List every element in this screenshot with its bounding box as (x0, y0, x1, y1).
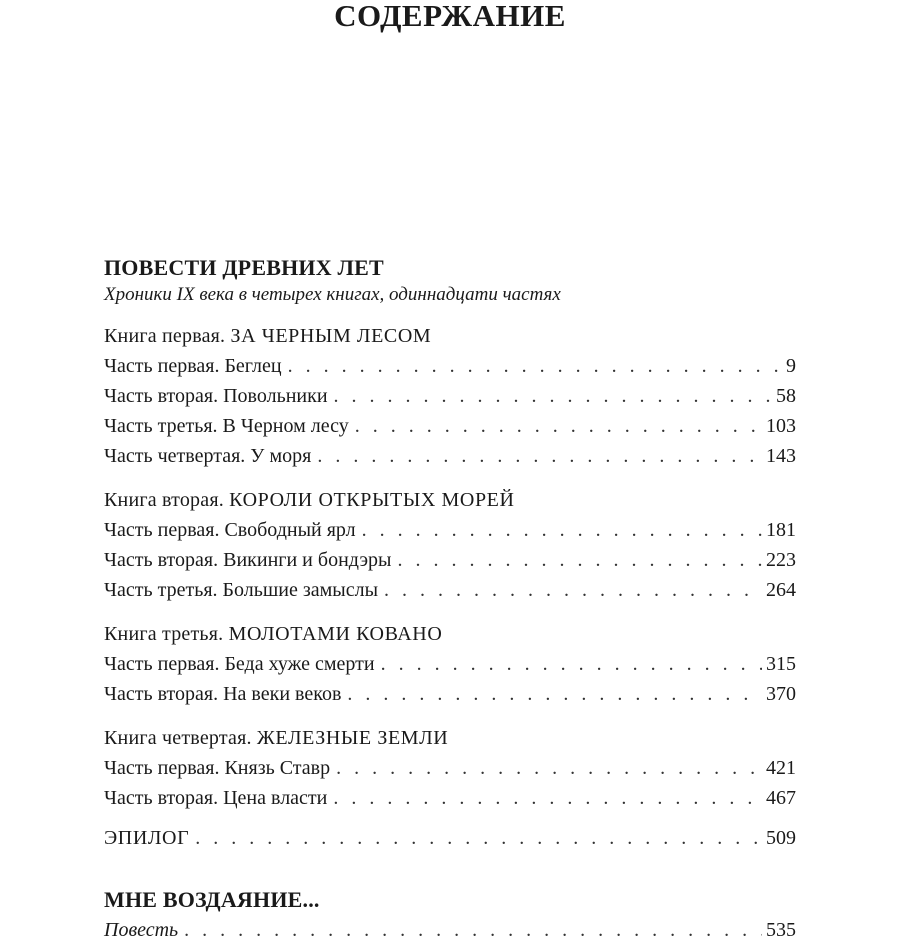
work-block-2 (104, 885, 796, 945)
page-number: 421 (766, 757, 796, 779)
page-title: СОДЕРЖАНИЕ (334, 0, 566, 33)
book-prefix: Книга четвертая. (104, 727, 252, 749)
page-number: 370 (766, 683, 796, 705)
book-block-2 (104, 485, 796, 605)
book-name: КОРОЛИ ОТКРЫТЫХ МОРЕЙ (229, 489, 515, 511)
book-block-1 (104, 321, 796, 471)
dot-leader (334, 381, 772, 411)
book-name: ЖЕЛЕЗНЫЕ ЗЕМЛИ (256, 727, 449, 749)
book-heading (104, 723, 796, 753)
page-number: 223 (766, 549, 796, 571)
book-name: МОЛОТАМИ КОВАНО (228, 623, 443, 645)
book-block-4 (104, 723, 796, 813)
toc-entry[interactable] (104, 411, 796, 441)
dot-leader (397, 545, 762, 575)
toc-entry[interactable] (104, 679, 796, 709)
entry-label: Часть третья. Большие замыслы (104, 579, 379, 601)
dot-leader (381, 649, 762, 679)
page-number: 9 (786, 355, 796, 377)
toc-entry[interactable] (104, 441, 796, 471)
entry-label: Часть первая. Беда хуже смерти (104, 653, 375, 675)
page-number: 143 (766, 445, 796, 467)
dot-leader (288, 351, 782, 381)
toc-entry[interactable] (104, 753, 796, 783)
dot-leader (362, 515, 762, 545)
toc-entry[interactable] (104, 575, 796, 605)
dot-leader (355, 411, 762, 441)
entry-label: Часть вторая. Цена власти (104, 787, 328, 809)
toc-content (104, 254, 796, 945)
page-number: 58 (776, 385, 796, 407)
dot-leader (317, 441, 762, 471)
work-subtitle: Хроники IX века в четырех книгах, одиннадцати частях (104, 284, 561, 305)
page-number: 467 (766, 787, 796, 809)
dot-leader (333, 783, 762, 813)
toc-entry[interactable] (104, 381, 796, 411)
entry-label: Часть первая. Беглец (104, 355, 282, 377)
dot-leader (184, 915, 762, 945)
entry-label: Часть вторая. Повольники (104, 385, 328, 407)
entry-label: Часть первая. Князь Ставр (104, 757, 331, 779)
page-number: 535 (766, 919, 796, 941)
dot-leader (347, 679, 762, 709)
book-prefix: Книга вторая. (104, 489, 224, 511)
entry-label: Часть вторая. На веки веков (104, 683, 342, 705)
page-number: 264 (766, 579, 796, 601)
work-block-1 (104, 254, 796, 853)
work-title: МНЕ ВОЗДАЯНИЕ... (104, 887, 320, 912)
book-heading (104, 619, 796, 649)
book-prefix: Книга первая. (104, 325, 226, 347)
toc-entry[interactable] (104, 351, 796, 381)
work-title: ПОВЕСТИ ДРЕВНИХ ЛЕТ (104, 255, 384, 280)
toc-entry-epilogue[interactable] (104, 823, 796, 853)
entry-label: Часть третья. В Черном лесу (104, 415, 349, 437)
entry-label: Часть вторая. Викинги и бондэры (104, 549, 392, 571)
entry-label: Повесть (104, 919, 179, 941)
toc-entry[interactable] (104, 515, 796, 545)
book-heading (104, 485, 796, 515)
toc-entry[interactable] (104, 649, 796, 679)
toc-entry[interactable] (104, 545, 796, 575)
entry-label: ЭПИЛОГ (104, 827, 190, 849)
toc-entry[interactable] (104, 783, 796, 813)
book-name: ЗА ЧЕРНЫМ ЛЕСОМ (230, 325, 432, 347)
entry-label: Часть первая. Свободный ярл (104, 519, 356, 541)
dot-leader (336, 753, 762, 783)
page-number: 509 (766, 827, 796, 849)
page-number: 181 (766, 519, 796, 541)
dot-leader (384, 575, 762, 605)
toc-entry[interactable] (104, 915, 796, 945)
book-block-3 (104, 619, 796, 709)
book-prefix: Книга третья. (104, 623, 224, 645)
dot-leader (195, 823, 762, 853)
page-number: 315 (766, 653, 796, 675)
page-number: 103 (766, 415, 796, 437)
entry-label: Часть четвертая. У моря (104, 445, 312, 467)
book-heading (104, 321, 796, 351)
